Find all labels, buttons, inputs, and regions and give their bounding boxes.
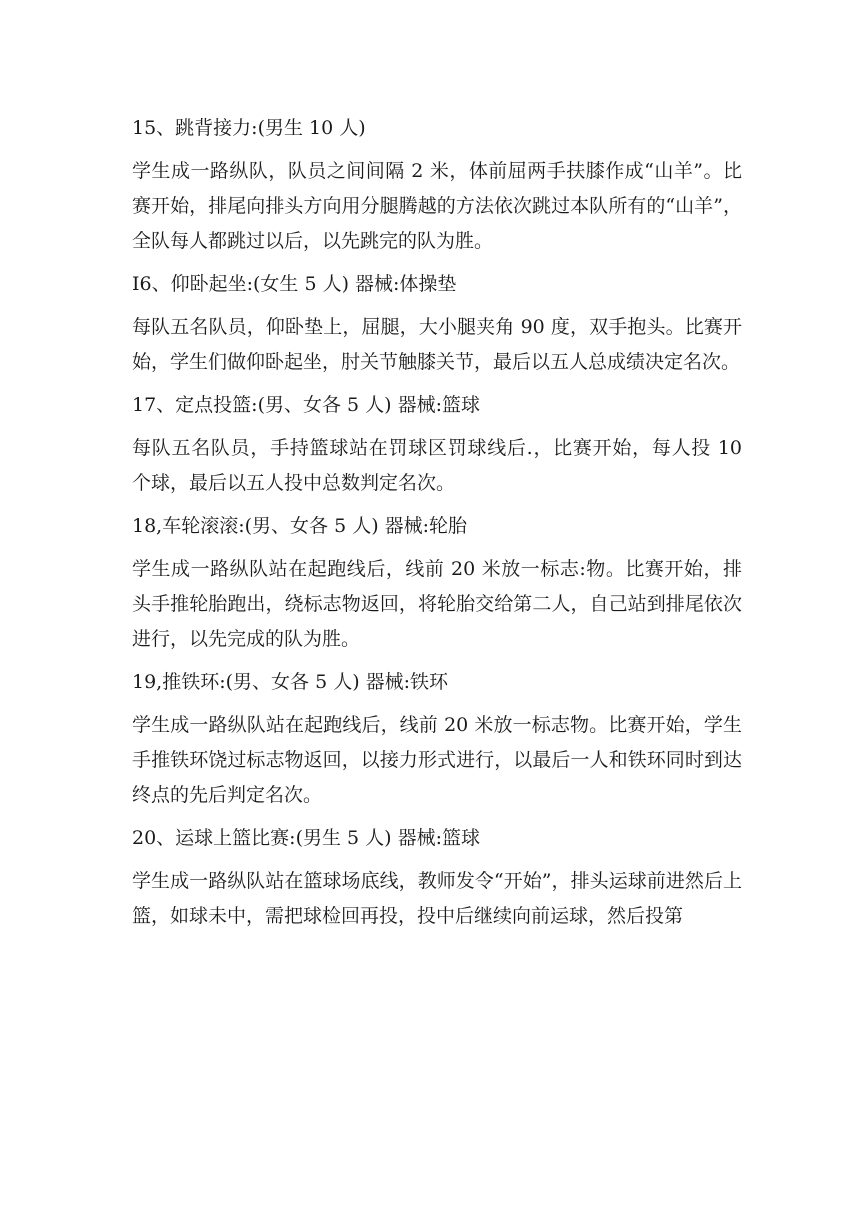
event-15 [132,111,742,259]
event-description: 学生成一路纵队站在起跑线后，线前 20 米放一标志物。比赛开始，学生手推铁环饶过标志物返回，以接力形式进行，以最后一人和铁环同时到达终点的先后判定名次。 [132,714,742,806]
event-description: 学生成一路纵队站在起跑线后，线前 20 米放一标志:物。比赛开始，排头手推轮胎跑出，绕标志物返回，将轮胎交给第二人，自己站到排尾依次进行，以先完成的队为胜。 [132,558,742,650]
event-description: 学生成一路纵队，队员之间间隔 2 米，体前屈两手扶膝作成“山羊”。比赛开始，排尾向排头方向用分腿腾越的方法依次跳过本队所有的“山羊”，全队每人都跳过以后，以先跳完的队为胜。 [132,160,742,252]
document-body [132,111,742,942]
event-heading: 18,车轮滚滚:(男、女各 5 人) 器械:轮胎 [132,515,468,537]
event-20 [132,821,742,934]
event-heading: 20、运球上篮比赛:(男生 5 人) 器械:篮球 [132,827,481,849]
event-heading: 17、定点投篮:(男、女各 5 人) 器械:篮球 [132,394,481,416]
event-16 [132,267,742,380]
event-heading: 19,推铁环:(男、女各 5 人) 器械:铁环 [132,671,449,693]
event-17 [132,388,742,501]
event-heading: I6、仰卧起坐:(女生 5 人) 器械:体操垫 [132,273,457,295]
event-description: 每队五名队员，仰卧垫上，屈腿，大小腿夹角 90 度，双手抱头。比赛开始，学生们做仰卧起坐，肘关节触膝关节，最后以五人总成绩决定名次。 [132,316,742,373]
event-description: 学生成一路纵队站在篮球场底线，教师发令“开始”，排头运球前进然后上篮，如球未中，需把球检回再投，投中后继续向前运球，然后投第 [132,870,742,927]
event-18 [132,509,742,657]
event-heading: 15、跳背接力:(男生 10 人) [132,117,366,139]
event-19 [132,665,742,813]
event-description: 每队五名队员，手持篮球站在罚球区罚球线后.，比赛开始，每人投 10 个球，最后以五人投中总数判定名次。 [132,437,742,494]
